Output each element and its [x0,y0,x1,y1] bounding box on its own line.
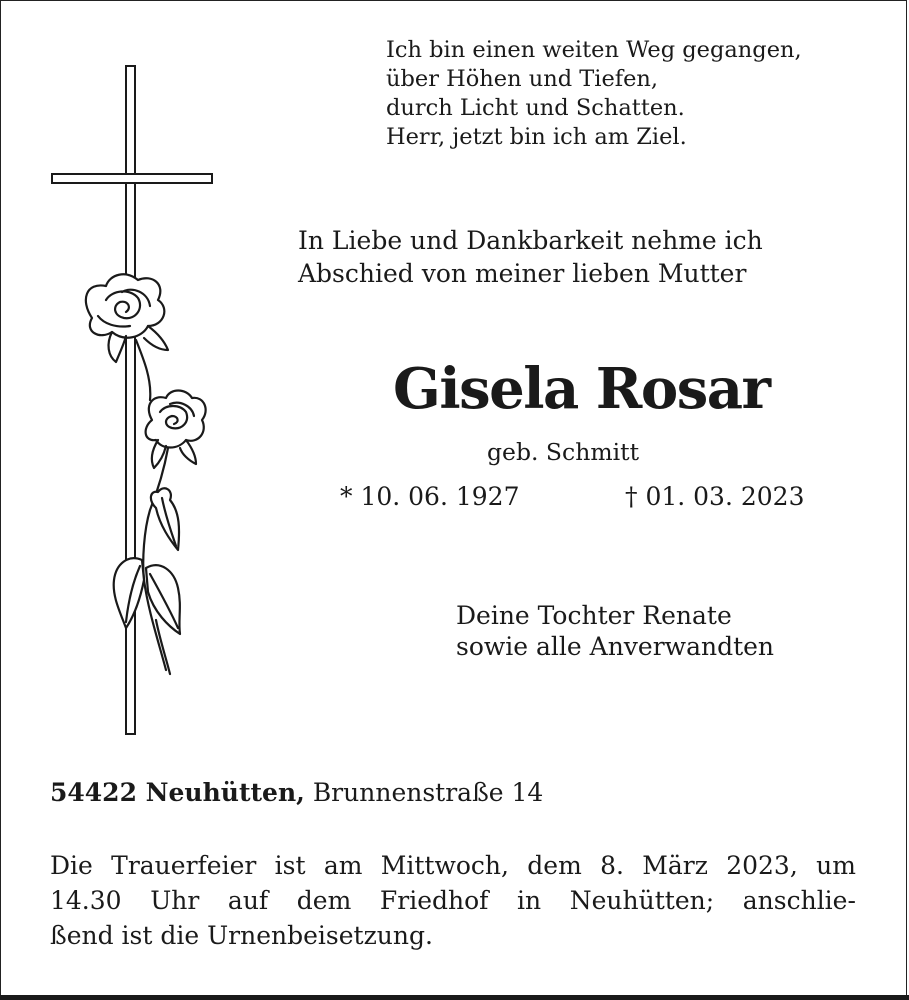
notice-line-2 [50,883,856,918]
mourners-line: sowie alle Anverwandten [456,632,775,661]
notice-word: 8. [600,851,624,880]
poem-line: Herr, jetzt bin ich am Ziel. [386,124,687,150]
notice-word: Mittwoch, [380,851,509,880]
address-street: Brunnenstraße 14 [312,778,544,807]
poem-line: über Höhen und Tiefen, [386,66,659,92]
notice-word: um [816,851,856,880]
notice-line-1 [50,848,856,883]
notice-word: Uhr [150,886,200,915]
notice-word: Trauerfeier [111,851,257,880]
poem-verse [386,36,802,152]
notice-word: Neuhütten; [569,886,715,915]
mourners-signature [456,600,774,662]
poem-line: Ich bin einen weiten Weg gegangen, [386,37,802,63]
intro-line: In Liebe und Dankbarkeit nehme ich [298,226,763,255]
intro-line: Abschied von meiner lieben Mutter [298,259,747,288]
farewell-intro [298,224,763,290]
address-city: 54422 Neuhütten, [50,778,305,807]
mourners-line: Deine Tochter Renate [456,601,732,630]
notice-word: ist [274,851,306,880]
funeral-notice [50,848,856,953]
bottom-rule [0,995,909,1000]
notice-word: Die [50,851,93,880]
poem-line: durch Licht und Schatten. [386,95,685,121]
notice-word: anschlie- [742,886,856,915]
notice-word: 2023, [726,851,798,880]
notice-word: in [517,886,542,915]
notice-line-3: ßend ist die Urnenbeisetzung. [50,921,433,950]
notice-word: am [323,851,363,880]
notice-word: auf [227,886,269,915]
birth-name: geb. Schmitt [487,438,640,466]
deceased-name: Gisela Rosar [393,356,770,422]
cross-with-roses-icon [40,60,220,740]
notice-word: 14.30 [50,886,122,915]
notice-word: Friedhof [379,886,489,915]
birth-date: * 10. 06. 1927 [340,482,520,511]
death-date: † 01. 03. 2023 [625,482,805,511]
notice-word: dem [527,851,582,880]
notice-word: März [642,851,708,880]
mourning-address [50,778,543,807]
notice-word: dem [296,886,352,915]
